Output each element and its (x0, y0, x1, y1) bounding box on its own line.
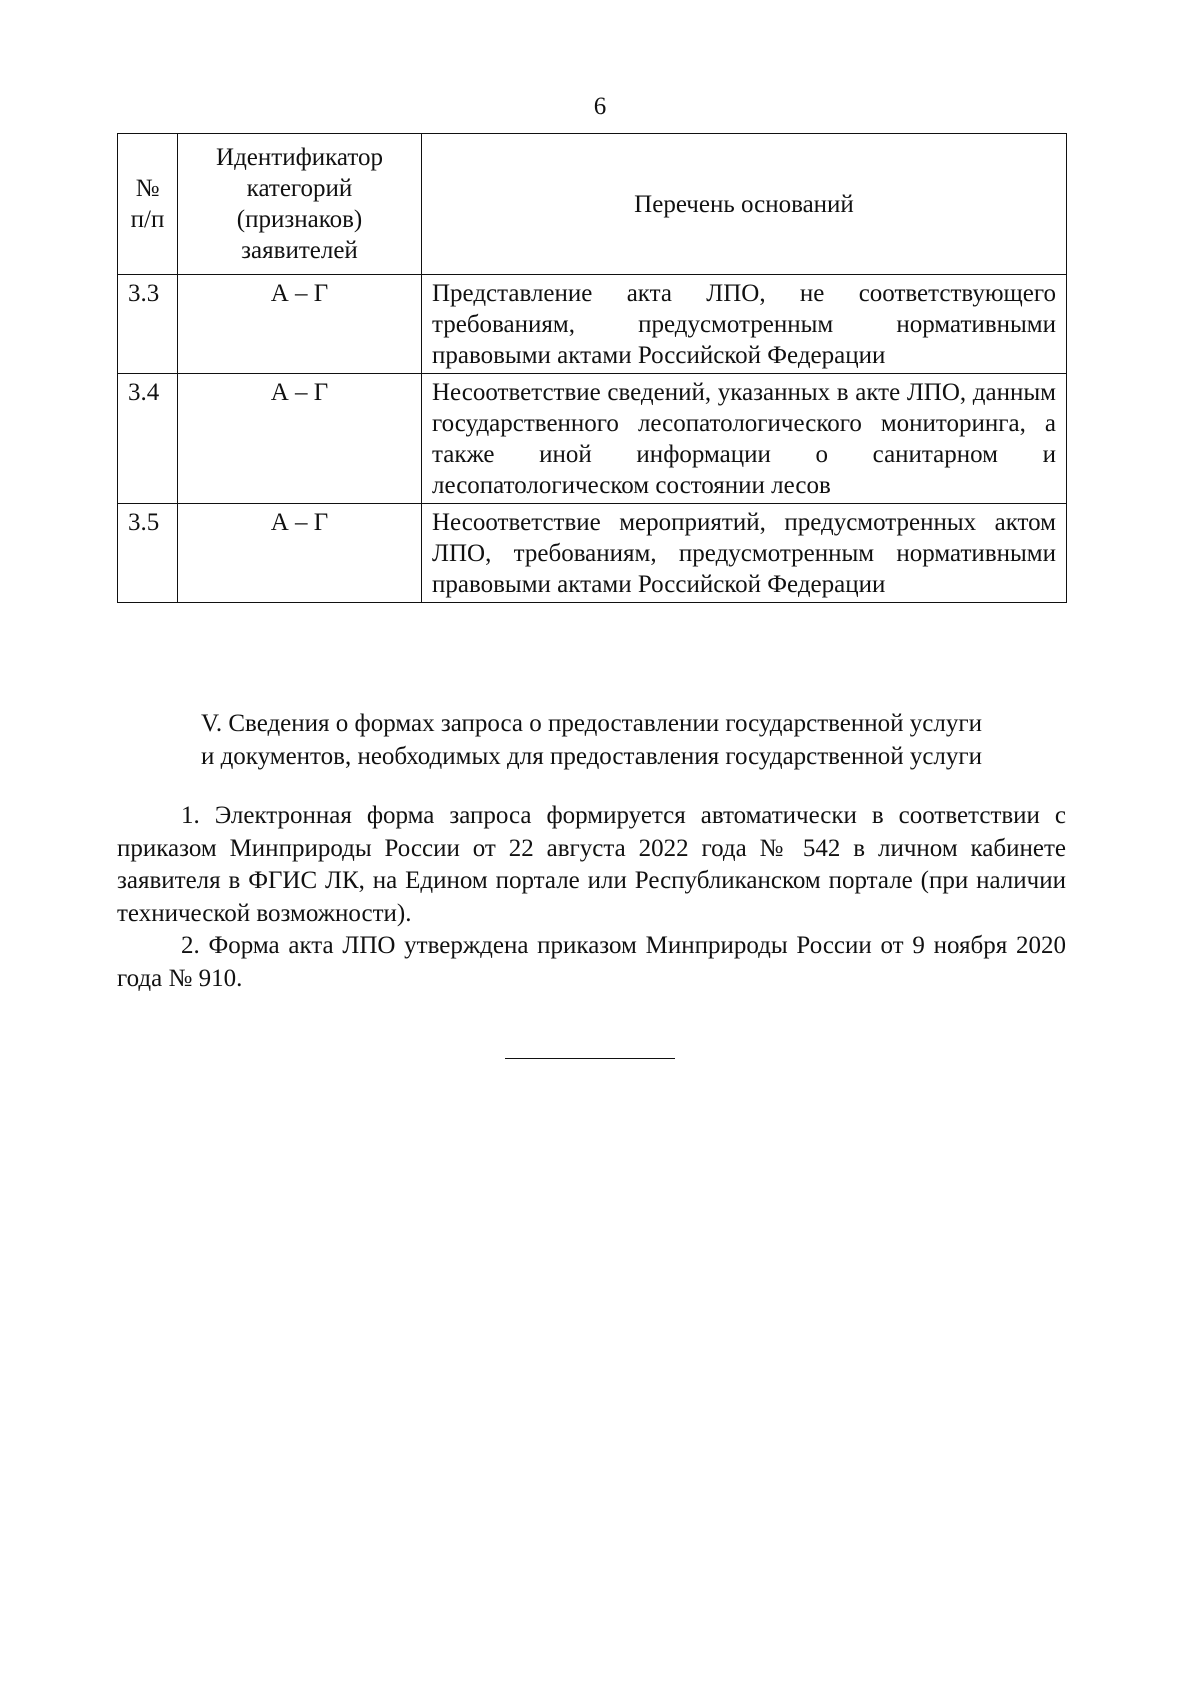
table-row (118, 504, 1067, 603)
section-heading-line: и документов, необходимых для предоставления государственной услуги (200, 743, 983, 770)
page-number: 6 (593, 93, 607, 120)
row-number: 3.4 (118, 374, 178, 504)
grounds-table (117, 133, 1067, 603)
row-number: 3.3 (118, 275, 178, 374)
header-number: № п/п (118, 134, 178, 275)
paragraph: 1. Электронная форма запроса формируется автоматически в соответствии с приказом Минприроды России от 22 августа 2022 года № 542 в личном кабинете заявителя в ФГИС ЛК, на Едином портале или Республиканском портале (при наличии технической возможности). (117, 802, 1066, 927)
table-header-row (118, 134, 1067, 275)
table-row (118, 374, 1067, 504)
row-number: 3.5 (118, 504, 178, 603)
body-text (117, 800, 1066, 995)
header-grounds: Перечень оснований (422, 134, 1067, 275)
row-category: А – Г (178, 275, 422, 374)
row-ground-text: Несоответствие сведений, указанных в акте ЛПО, данным государственного лесопатологического мониторинга, а также иной информации о санитарном и лесопатологическом состоянии лесов (422, 374, 1067, 504)
row-category: А – Г (178, 504, 422, 603)
paragraph: 2. Форма акта ЛПО утверждена приказом Минприроды России от 9 ноября 2020 года № 910. (117, 932, 1066, 992)
row-ground-text: Представление акта ЛПО, не соответствующего требованиям, предусмотренным нормативными правовыми актами Российской Федерации (422, 275, 1067, 374)
section-heading-line: V. Сведения о формах запроса о предоставлении государственной услуги (201, 710, 982, 737)
section-heading (117, 707, 1066, 773)
row-category: А – Г (178, 374, 422, 504)
row-ground-text: Несоответствие мероприятий, предусмотренных актом ЛПО, требованиям, предусмотренным нормативными правовыми актами Российской Федерации (422, 504, 1067, 603)
header-category-id: Идентификатор категорий (признаков) заявителей (178, 134, 422, 275)
table-row (118, 275, 1067, 374)
closing-rule (505, 1058, 675, 1059)
